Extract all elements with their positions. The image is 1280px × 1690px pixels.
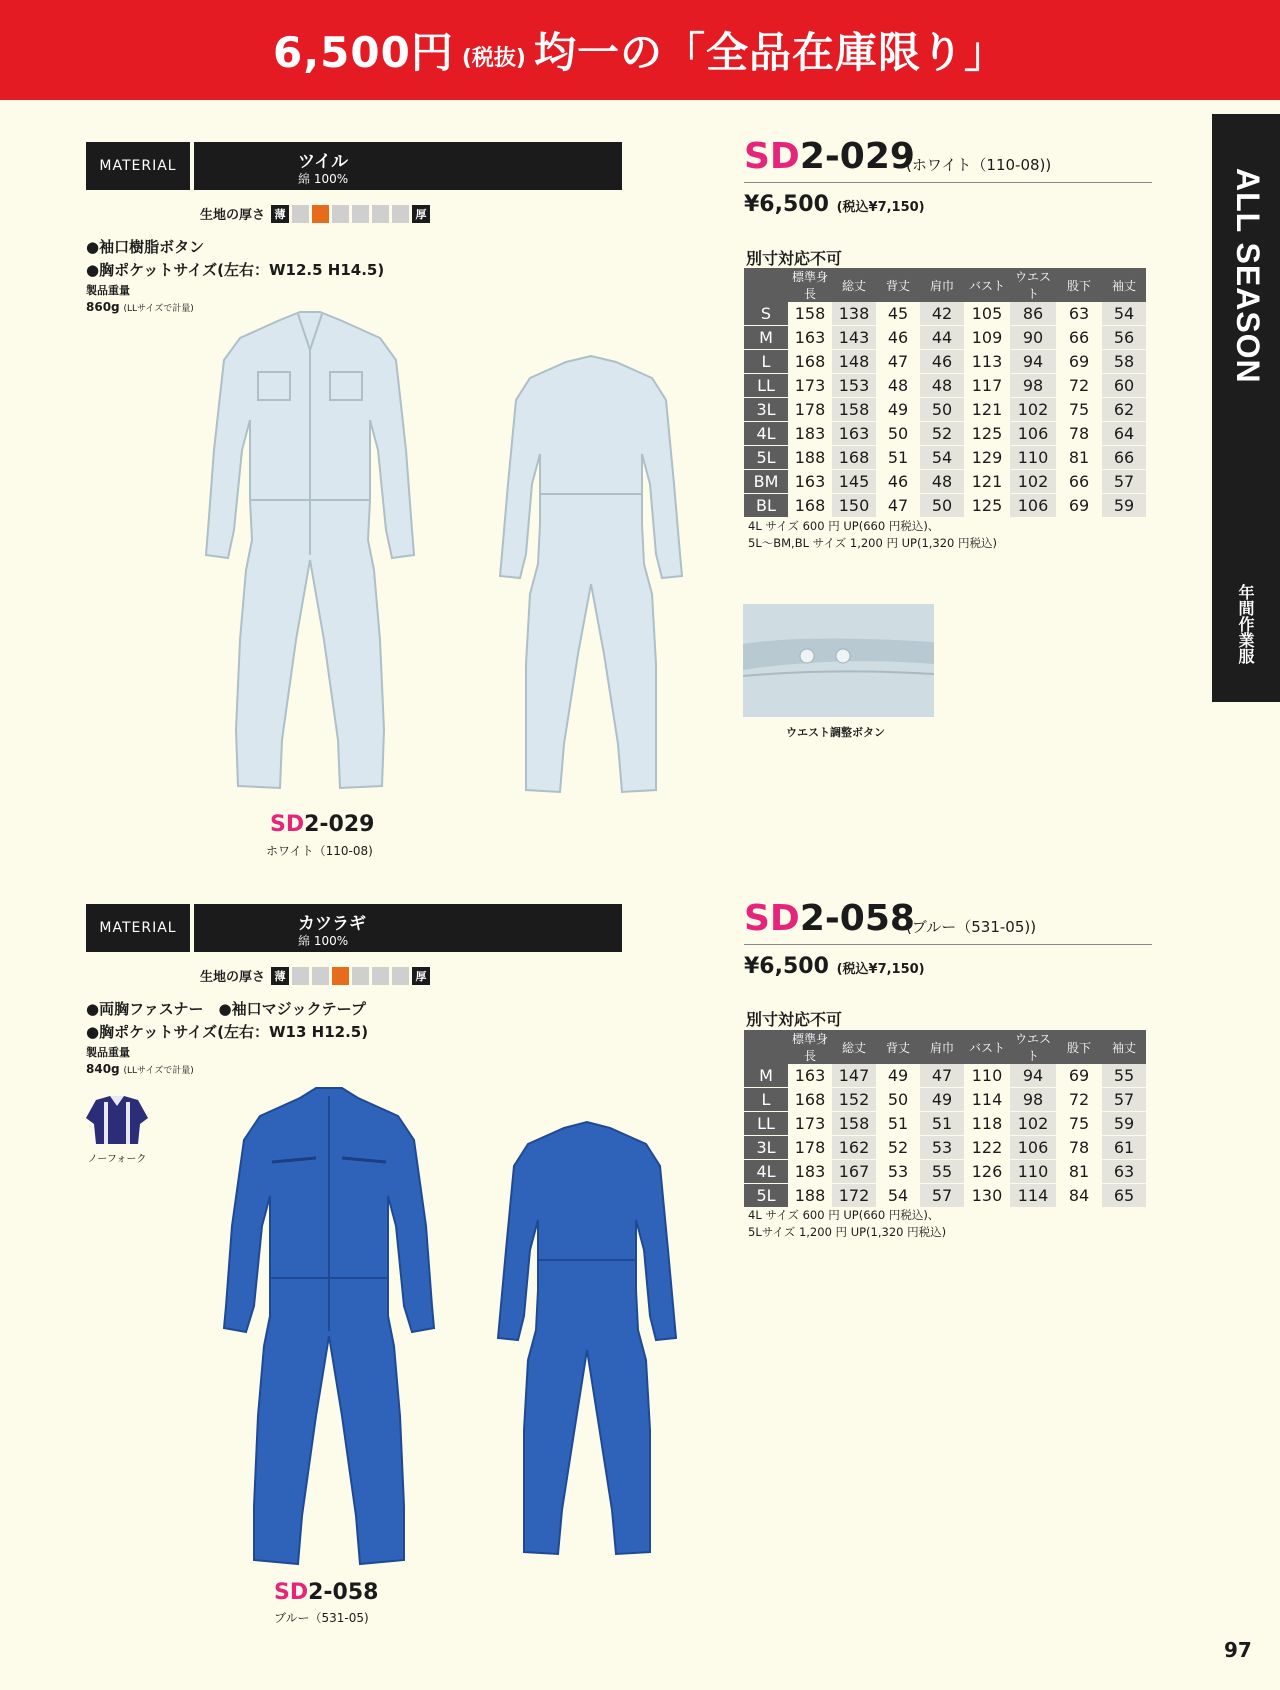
size-value-cell: 84 (1056, 1184, 1102, 1208)
size-value-cell: 54 (1102, 302, 1146, 326)
thickness-step (372, 205, 389, 223)
norfolk-label: ノーフォーク (87, 1154, 147, 1165)
material-bar (86, 142, 622, 190)
note-line: 4L サイズ 600 円 UP(660 円税込)、 (748, 519, 940, 533)
size-value-cell: 158 (788, 302, 832, 326)
thickness-step-active (312, 205, 329, 223)
size-label-cell: BL (744, 494, 788, 518)
thickness-step (392, 205, 409, 223)
table-row (744, 1088, 1146, 1112)
custom-size-note: 別寸対応不可 (746, 1010, 843, 1029)
title-code-suffix: 2-029 (799, 136, 915, 177)
size-value-cell: 57 (1102, 1088, 1146, 1112)
size-table-column-header: ウエスト (1010, 268, 1056, 302)
size-value-cell: 178 (788, 1136, 832, 1160)
price-value: ¥6,500 (744, 192, 829, 217)
size-value-cell: 86 (1010, 302, 1056, 326)
thickness-step (392, 967, 409, 985)
weight-label: 製品重量 (86, 284, 130, 297)
title-color: (ホワイト（110-08)) (906, 156, 1052, 174)
size-value-cell: 188 (788, 1184, 832, 1208)
size-value-cell: 64 (1102, 422, 1146, 446)
size-value-cell: 69 (1056, 350, 1102, 374)
size-value-cell: 50 (876, 1088, 920, 1112)
thickness-label: 生地の厚さ (200, 208, 266, 223)
size-value-cell: 110 (964, 1064, 1010, 1088)
size-value-cell: 168 (832, 446, 876, 470)
size-table-header-row (744, 268, 1146, 302)
size-value-cell: 69 (1056, 1064, 1102, 1088)
size-table-column-header: 標準身長 (788, 1030, 832, 1064)
material-composition: 綿 100% (298, 172, 349, 186)
size-value-cell: 63 (1102, 1160, 1146, 1184)
size-value-cell: 56 (1102, 326, 1146, 350)
color-caption: ホワイト（110-08) (266, 844, 373, 858)
size-value-cell: 44 (920, 326, 964, 350)
size-table (744, 268, 1146, 518)
size-value-cell: 50 (920, 398, 964, 422)
banner-tax-note: (税抜) (461, 45, 526, 71)
size-label-cell: LL (744, 1112, 788, 1136)
size-label-cell: 5L (744, 1184, 788, 1208)
size-value-cell: 168 (788, 350, 832, 374)
size-value-cell: 183 (788, 422, 832, 446)
size-value-cell: 53 (920, 1136, 964, 1160)
thickness-label: 生地の厚さ (200, 970, 266, 985)
blue-coverall-back-image (494, 1120, 680, 1562)
table-row (744, 1136, 1146, 1160)
size-value-cell: 152 (832, 1088, 876, 1112)
size-value-cell: 172 (832, 1184, 876, 1208)
size-label-cell: BM (744, 470, 788, 494)
title-code-prefix: SD (744, 136, 800, 177)
size-value-cell: 102 (1010, 398, 1056, 422)
size-value-cell: 54 (876, 1184, 920, 1208)
size-table-corner (744, 268, 788, 302)
price (744, 192, 925, 217)
size-table-header-row (744, 1030, 1146, 1064)
thickness-step (332, 205, 349, 223)
waist-detail-caption: ウエスト調整ボタン (786, 726, 885, 739)
size-value-cell: 46 (920, 350, 964, 374)
size-value-cell: 106 (1010, 1136, 1056, 1160)
feature-item: ●胸ポケットサイズ(左右：W12.5 H14.5) (86, 261, 385, 279)
thickness-step (292, 205, 309, 223)
size-table-column-header: 袖丈 (1102, 1030, 1146, 1064)
note-line: 5Lサイズ 1,200 円 UP(1,320 円税込) (748, 1225, 947, 1239)
feature-item: ●両胸ファスナー ●袖口マジックテープ (86, 1000, 366, 1018)
size-table-column-header: バスト (964, 268, 1010, 302)
table-row (744, 494, 1146, 518)
size-value-cell: 168 (788, 494, 832, 518)
size-value-cell: 98 (1010, 374, 1056, 398)
size-value-cell: 55 (1102, 1064, 1146, 1088)
banner-price: 6,500円 (273, 28, 454, 77)
size-value-cell: 162 (832, 1136, 876, 1160)
thickness-thick: 厚 (412, 205, 430, 223)
size-value-cell: 61 (1102, 1136, 1146, 1160)
price-up-notes (748, 1207, 946, 1241)
size-table-column-header: 股下 (1056, 268, 1102, 302)
size-label-cell: LL (744, 374, 788, 398)
table-row (744, 302, 1146, 326)
size-value-cell: 94 (1010, 1064, 1056, 1088)
table-row (744, 1184, 1146, 1208)
thickness-step (372, 967, 389, 985)
product-weight (86, 283, 194, 317)
size-value-cell: 110 (1010, 1160, 1056, 1184)
size-value-cell: 94 (1010, 350, 1056, 374)
table-row (744, 350, 1146, 374)
table-row (744, 422, 1146, 446)
size-value-cell: 72 (1056, 374, 1102, 398)
size-value-cell: 147 (832, 1064, 876, 1088)
size-table-column-header: 肩巾 (920, 1030, 964, 1064)
size-value-cell: 105 (964, 302, 1010, 326)
size-value-cell: 45 (876, 302, 920, 326)
material-bar (86, 904, 622, 952)
material-name: ツイル (298, 152, 349, 172)
size-value-cell: 150 (832, 494, 876, 518)
size-value-cell: 126 (964, 1160, 1010, 1184)
product-weight (86, 1045, 194, 1079)
size-value-cell: 58 (1102, 350, 1146, 374)
size-value-cell: 57 (920, 1184, 964, 1208)
size-value-cell: 114 (1010, 1184, 1056, 1208)
note-line: 4L サイズ 600 円 UP(660 円税込)、 (748, 1208, 940, 1222)
size-label-cell: M (744, 326, 788, 350)
weight-note: (LLサイズで計量) (123, 304, 194, 314)
thickness-step-active (332, 967, 349, 985)
material-label: MATERIAL (86, 904, 190, 952)
season-title: ALL SEASON (1230, 168, 1266, 384)
code-prefix: SD (274, 1580, 309, 1605)
price-value: ¥6,500 (744, 954, 829, 979)
thickness-step (292, 967, 309, 985)
product-title (744, 136, 1152, 183)
code-suffix: 2-029 (304, 812, 375, 837)
title-code-suffix: 2-058 (799, 898, 915, 939)
season-subtitle: 年間作業服 (1236, 584, 1255, 664)
table-row (744, 326, 1146, 350)
size-value-cell: 47 (876, 350, 920, 374)
size-table-column-header: 総丈 (832, 268, 876, 302)
size-table-column-header: 股下 (1056, 1030, 1102, 1064)
material-composition: 綿 100% (298, 934, 349, 948)
material-value-box (194, 904, 622, 952)
size-value-cell: 178 (788, 398, 832, 422)
size-value-cell: 51 (876, 1112, 920, 1136)
feature-item: ●袖口樹脂ボタン (86, 238, 205, 256)
size-value-cell: 50 (876, 422, 920, 446)
size-value-cell: 51 (920, 1112, 964, 1136)
thickness-scale (200, 204, 430, 223)
note-line: 5L～BM,BL サイズ 1,200 円 UP(1,320 円税込) (748, 536, 998, 550)
size-value-cell: 50 (920, 494, 964, 518)
size-value-cell: 98 (1010, 1088, 1056, 1112)
size-value-cell: 49 (876, 1064, 920, 1088)
size-label-cell: 3L (744, 1136, 788, 1160)
size-value-cell: 153 (832, 374, 876, 398)
size-value-cell: 118 (964, 1112, 1010, 1136)
table-row (744, 1112, 1146, 1136)
size-value-cell: 125 (964, 422, 1010, 446)
size-value-cell: 51 (876, 446, 920, 470)
size-value-cell: 130 (964, 1184, 1010, 1208)
size-value-cell: 66 (1056, 326, 1102, 350)
size-value-cell: 110 (1010, 446, 1056, 470)
thickness-thin: 薄 (271, 967, 289, 985)
title-code-prefix: SD (744, 898, 800, 939)
size-value-cell: 173 (788, 1112, 832, 1136)
product-code-caption (270, 812, 374, 837)
waist-detail-image (743, 604, 934, 717)
product-code-caption (274, 1580, 378, 1605)
size-value-cell: 47 (876, 494, 920, 518)
size-value-cell: 81 (1056, 446, 1102, 470)
size-value-cell: 158 (832, 1112, 876, 1136)
feature-list (86, 236, 384, 282)
price-up-notes (748, 518, 997, 552)
size-value-cell: 72 (1056, 1088, 1102, 1112)
price-tax: (税込¥7,150) (836, 200, 925, 215)
table-row (744, 1064, 1146, 1088)
size-value-cell: 113 (964, 350, 1010, 374)
weight-value: 860g (86, 300, 120, 314)
code-suffix: 2-058 (308, 1580, 379, 1605)
size-value-cell: 183 (788, 1160, 832, 1184)
weight-label: 製品重量 (86, 1046, 130, 1059)
size-table (744, 1030, 1146, 1208)
size-value-cell: 81 (1056, 1160, 1102, 1184)
size-value-cell: 148 (832, 350, 876, 374)
thickness-thick: 厚 (412, 967, 430, 985)
size-value-cell: 59 (1102, 494, 1146, 518)
size-label-cell: 4L (744, 1160, 788, 1184)
size-value-cell: 55 (920, 1160, 964, 1184)
size-value-cell: 114 (964, 1088, 1010, 1112)
size-value-cell: 78 (1056, 1136, 1102, 1160)
size-value-cell: 125 (964, 494, 1010, 518)
blue-coverall-front-image (220, 1086, 438, 1570)
banner-headline: 均一の「全品在庫限り」 (533, 28, 1007, 77)
size-value-cell: 78 (1056, 422, 1102, 446)
product-title (744, 898, 1152, 945)
size-value-cell: 121 (964, 398, 1010, 422)
table-row (744, 398, 1146, 422)
size-table-column-header: 標準身長 (788, 268, 832, 302)
top-banner (0, 0, 1280, 100)
size-value-cell: 48 (876, 374, 920, 398)
size-value-cell: 49 (920, 1088, 964, 1112)
material-name: カツラギ (298, 914, 366, 934)
size-value-cell: 145 (832, 470, 876, 494)
season-side-tab (1212, 114, 1280, 702)
size-value-cell: 102 (1010, 1112, 1056, 1136)
size-table-column-header: ウエスト (1010, 1030, 1056, 1064)
size-label-cell: 3L (744, 398, 788, 422)
size-table-column-header: 肩巾 (920, 268, 964, 302)
size-value-cell: 75 (1056, 398, 1102, 422)
size-value-cell: 90 (1010, 326, 1056, 350)
size-table-column-header: 背丈 (876, 1030, 920, 1064)
size-value-cell: 53 (876, 1160, 920, 1184)
color-caption: ブルー（531-05) (274, 1611, 369, 1625)
size-table-column-header: 背丈 (876, 268, 920, 302)
size-value-cell: 46 (876, 470, 920, 494)
title-color: (ブルー（531-05)) (906, 918, 1037, 936)
price-tax: (税込¥7,150) (836, 962, 925, 977)
size-value-cell: 52 (876, 1136, 920, 1160)
norfolk-badge (84, 1096, 150, 1165)
size-value-cell: 65 (1102, 1184, 1146, 1208)
material-value-box (194, 142, 622, 190)
thickness-step (352, 967, 369, 985)
price (744, 954, 925, 979)
size-value-cell: 188 (788, 446, 832, 470)
thickness-step (312, 967, 329, 985)
material-label: MATERIAL (86, 142, 190, 190)
table-row (744, 446, 1146, 470)
norfolk-jacket-icon (84, 1096, 150, 1146)
feature-list (86, 998, 368, 1044)
size-value-cell: 52 (920, 422, 964, 446)
size-value-cell: 168 (788, 1088, 832, 1112)
size-value-cell: 138 (832, 302, 876, 326)
table-row (744, 1160, 1146, 1184)
size-value-cell: 122 (964, 1136, 1010, 1160)
size-value-cell: 163 (788, 470, 832, 494)
size-value-cell: 57 (1102, 470, 1146, 494)
size-value-cell: 106 (1010, 422, 1056, 446)
size-value-cell: 163 (788, 326, 832, 350)
size-table-corner (744, 1030, 788, 1064)
custom-size-note: 別寸対応不可 (746, 249, 843, 268)
thickness-scale (200, 966, 430, 985)
size-value-cell: 47 (920, 1064, 964, 1088)
size-value-cell: 54 (920, 446, 964, 470)
size-value-cell: 66 (1056, 470, 1102, 494)
size-label-cell: M (744, 1064, 788, 1088)
size-label-cell: 5L (744, 446, 788, 470)
size-value-cell: 158 (832, 398, 876, 422)
size-label-cell: L (744, 1088, 788, 1112)
thickness-thin: 薄 (271, 205, 289, 223)
size-label-cell: 4L (744, 422, 788, 446)
weight-value: 840g (86, 1062, 120, 1076)
size-value-cell: 59 (1102, 1112, 1146, 1136)
size-label-cell: S (744, 302, 788, 326)
size-label-cell: L (744, 350, 788, 374)
size-value-cell: 60 (1102, 374, 1146, 398)
size-value-cell: 102 (1010, 470, 1056, 494)
white-coverall-back-image (496, 354, 686, 800)
feature-item: ●胸ポケットサイズ(左右：W13 H12.5) (86, 1023, 369, 1041)
size-value-cell: 48 (920, 374, 964, 398)
white-coverall-front-image (200, 310, 420, 796)
size-value-cell: 109 (964, 326, 1010, 350)
code-prefix: SD (270, 812, 305, 837)
size-value-cell: 66 (1102, 446, 1146, 470)
size-value-cell: 121 (964, 470, 1010, 494)
size-value-cell: 129 (964, 446, 1010, 470)
size-value-cell: 63 (1056, 302, 1102, 326)
size-value-cell: 75 (1056, 1112, 1102, 1136)
thickness-step (352, 205, 369, 223)
size-value-cell: 69 (1056, 494, 1102, 518)
page-number: 97 (1224, 1638, 1252, 1662)
size-value-cell: 49 (876, 398, 920, 422)
size-table-column-header: バスト (964, 1030, 1010, 1064)
size-value-cell: 173 (788, 374, 832, 398)
size-value-cell: 117 (964, 374, 1010, 398)
size-table-column-header: 総丈 (832, 1030, 876, 1064)
table-row (744, 470, 1146, 494)
size-value-cell: 163 (832, 422, 876, 446)
table-row (744, 374, 1146, 398)
size-value-cell: 106 (1010, 494, 1056, 518)
size-value-cell: 42 (920, 302, 964, 326)
size-value-cell: 167 (832, 1160, 876, 1184)
size-value-cell: 163 (788, 1064, 832, 1088)
weight-note: (LLサイズで計量) (123, 1066, 194, 1076)
size-value-cell: 46 (876, 326, 920, 350)
size-table-column-header: 袖丈 (1102, 268, 1146, 302)
size-value-cell: 48 (920, 470, 964, 494)
size-value-cell: 62 (1102, 398, 1146, 422)
size-value-cell: 143 (832, 326, 876, 350)
